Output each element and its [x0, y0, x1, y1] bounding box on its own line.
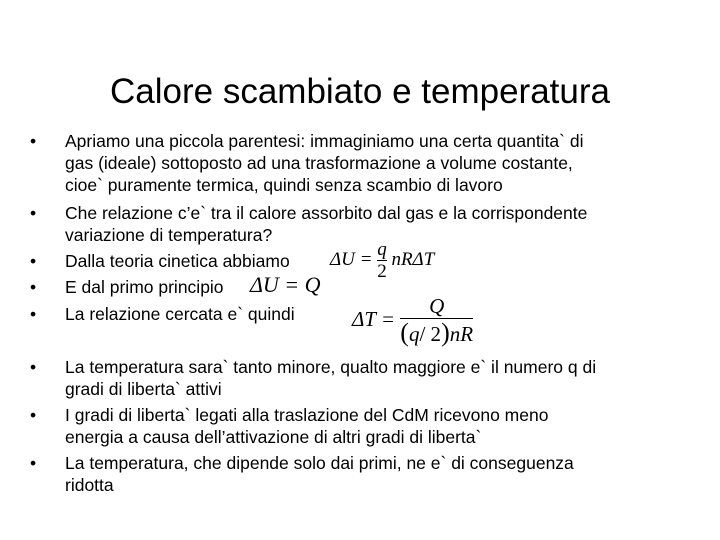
paren-open: ( — [400, 318, 409, 347]
bullet-dot: • — [30, 277, 37, 297]
bullet-text-line: Apriamo una piccola parentesi: immaginiamo una certa quantita` di — [65, 131, 584, 151]
den-q: q — [408, 322, 420, 346]
formula-result — [352, 296, 473, 346]
bullet-dot: • — [30, 304, 37, 324]
formula-rhs: nRΔT — [391, 248, 435, 270]
bullet-dot: • — [30, 203, 37, 223]
bullet-text-line: La temperatura, che dipende solo dai primi, ne e` di conseguenza — [65, 453, 574, 473]
bullet-text-line: gas (ideale) sottoposto ad una trasformazione a volume costante, — [65, 153, 573, 173]
bullet-text-line: La temperatura sara` tanto minore, qualto maggiore e` il numero q di — [65, 357, 597, 377]
bullet-dot: • — [30, 405, 37, 425]
bullet-dot: • — [30, 251, 37, 271]
bullet-text-line: Dalla teoria cinetica abbiamo — [65, 251, 290, 271]
den-mid: / 2 — [419, 322, 442, 346]
fraction-denominator: 2 — [377, 261, 387, 282]
formula-lhs: ΔT = — [352, 306, 396, 331]
fraction-denominator — [400, 320, 473, 346]
den-rhs: nR — [449, 322, 474, 346]
paren-close: ) — [441, 318, 450, 347]
bullet-text-line: cioe` puramente termica, quindi senza scambio di lavoro — [65, 175, 503, 195]
formula-text: ΔU = Q — [250, 272, 321, 297]
bullet-dot: • — [30, 131, 37, 151]
bullet-dot: • — [30, 357, 37, 377]
slide-title: Calore scambiato e temperatura — [110, 72, 610, 111]
bullet-text-line: energia a causa dell’attivazione di altri gradi di liberta` — [65, 427, 482, 447]
fraction-bar — [400, 318, 473, 319]
formula-fraction — [400, 296, 473, 346]
bullet-text-line: I gradi di liberta` legati alla traslazione del CdM ricevono meno — [65, 405, 549, 425]
fraction-numerator: q — [377, 239, 387, 260]
bullet-text-line: variazione di temperatura? — [65, 225, 273, 245]
bullet-text-line: Che relazione c’e` tra il calore assorbito dal gas e la corrispondente — [65, 203, 588, 223]
fraction-numerator: Q — [429, 294, 445, 318]
bullet-text-line: gradi di liberta` attivi — [65, 379, 222, 399]
formula-kinetic-theory — [330, 240, 434, 281]
formula-first-principle — [250, 272, 321, 298]
bullet-text-line: E dal primo principio — [65, 277, 224, 297]
formula-fraction — [377, 240, 387, 281]
bullet-text-line: La relazione cercata e` quindi — [65, 304, 295, 324]
bullet-text-line: ridotta — [65, 475, 114, 495]
formula-lhs: ΔU = — [330, 248, 373, 270]
bullet-dot: • — [30, 453, 37, 473]
